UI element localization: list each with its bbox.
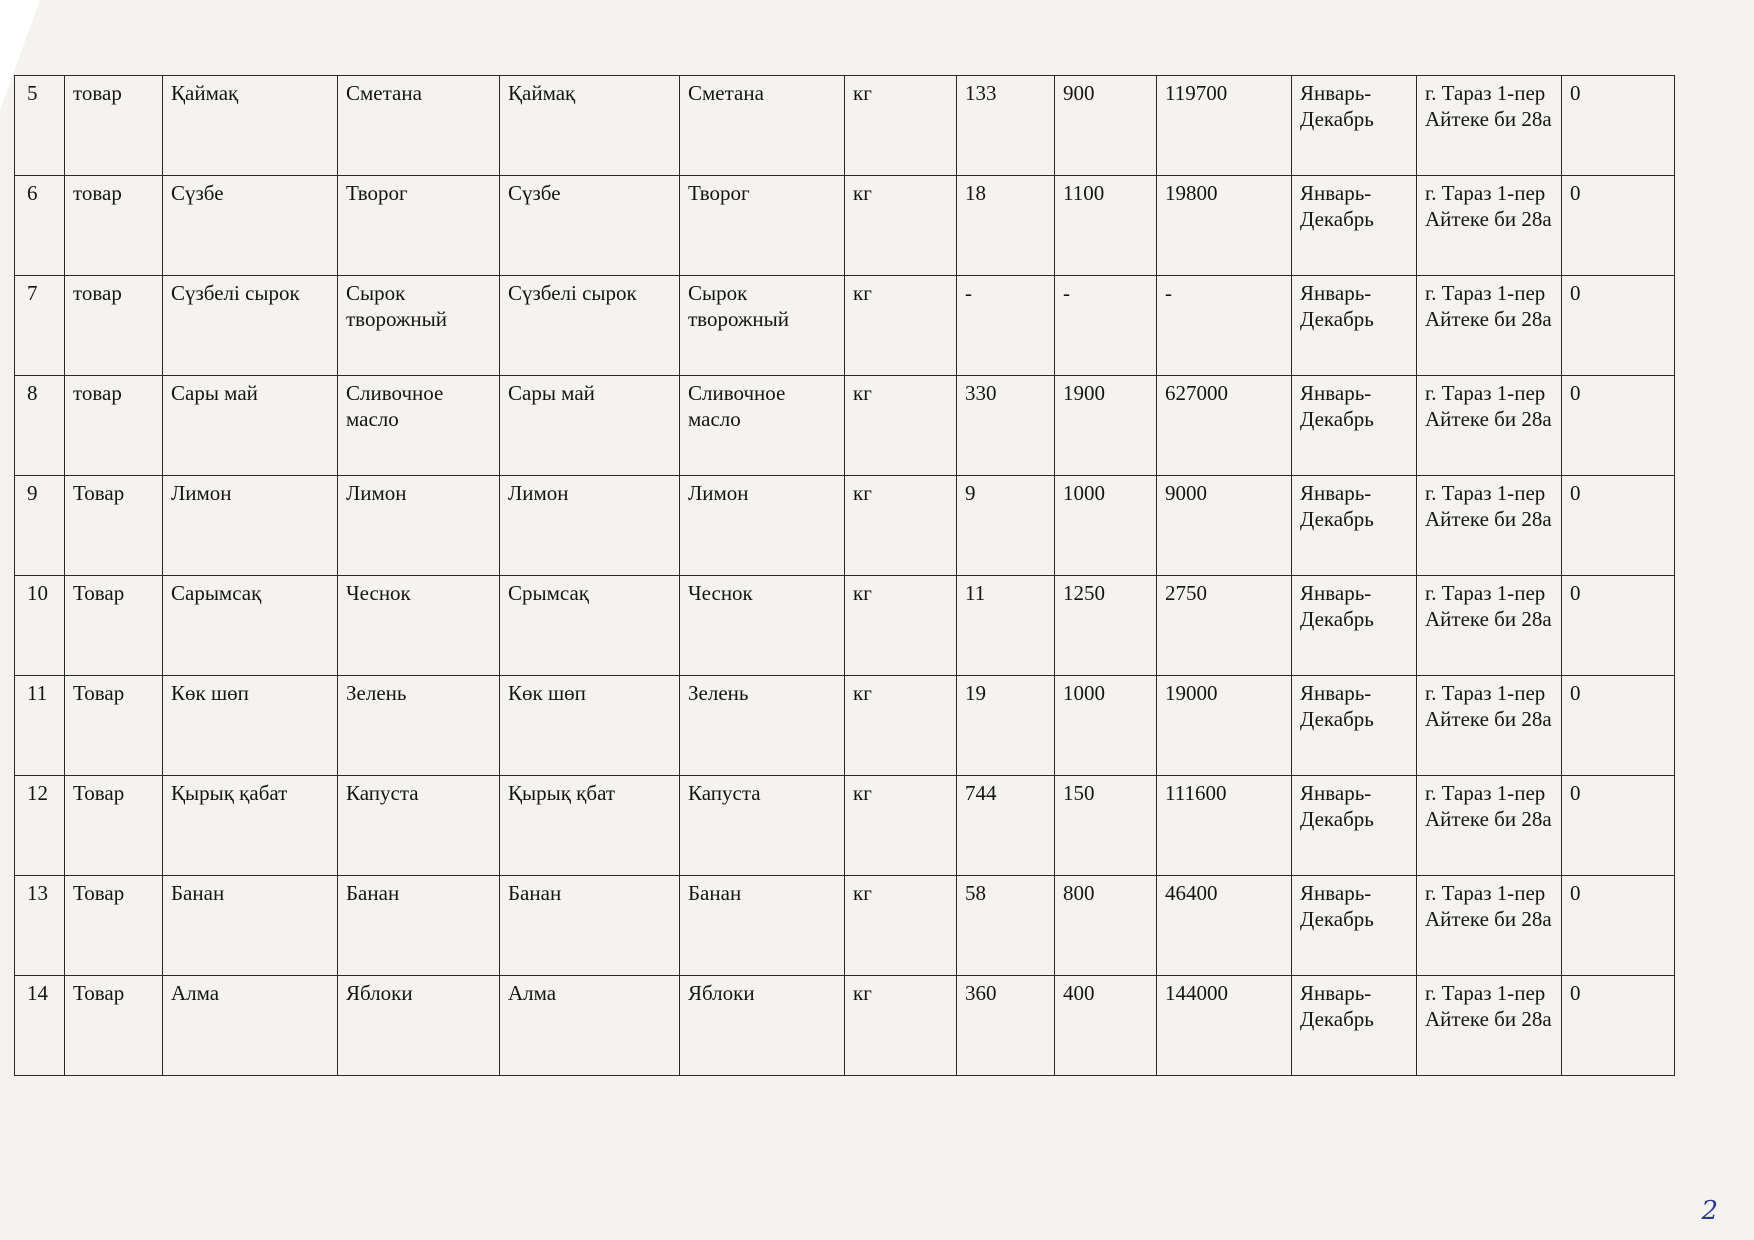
cell-type: товар: [65, 276, 163, 376]
cell-type: Товар: [65, 476, 163, 576]
cell-sum: 627000: [1157, 376, 1292, 476]
cell-price: 900: [1055, 76, 1157, 176]
cell-delivery-place: г. Тараз 1-пер Айтеке би 28а: [1417, 176, 1562, 276]
cell-name-kazakh: Сүзбе: [163, 176, 338, 276]
cell-advance: 0: [1562, 776, 1675, 876]
cell-sum: 19000: [1157, 676, 1292, 776]
cell-type: Товар: [65, 776, 163, 876]
cell-unit: кг: [845, 376, 957, 476]
cell-name-russian-2: Чеснок: [680, 576, 845, 676]
cell-name-russian-2: Яблоки: [680, 976, 845, 1076]
cell-name-russian-2: Сырок творожный: [680, 276, 845, 376]
cell-unit: кг: [845, 276, 957, 376]
cell-name-russian: Капуста: [338, 776, 500, 876]
table-row: [15, 676, 1675, 776]
cell-name-russian: Творог: [338, 176, 500, 276]
cell-period: Январь-Декабрь: [1292, 476, 1417, 576]
cell-unit: кг: [845, 576, 957, 676]
cell-sum: 144000: [1157, 976, 1292, 1076]
cell-delivery-place: г. Тараз 1-пер Айтеке би 28а: [1417, 276, 1562, 376]
cell-name-kazakh-2: Қаймақ: [500, 76, 680, 176]
cell-type: Товар: [65, 676, 163, 776]
cell-sum: 111600: [1157, 776, 1292, 876]
cell-name-kazakh-2: Қырық қбат: [500, 776, 680, 876]
cell-sum: 46400: [1157, 876, 1292, 976]
cell-advance: 0: [1562, 976, 1675, 1076]
cell-unit: кг: [845, 476, 957, 576]
cell-unit: кг: [845, 776, 957, 876]
cell-type: Товар: [65, 976, 163, 1076]
table-row: [15, 76, 1675, 176]
cell-delivery-place: г. Тараз 1-пер Айтеке би 28а: [1417, 376, 1562, 476]
cell-name-russian-2: Сметана: [680, 76, 845, 176]
cell-number: 14: [15, 976, 65, 1076]
cell-type: товар: [65, 76, 163, 176]
cell-price: 1900: [1055, 376, 1157, 476]
table-row: [15, 776, 1675, 876]
cell-quantity: 330: [957, 376, 1055, 476]
page-number: 2: [1701, 1196, 1718, 1226]
cell-type: товар: [65, 176, 163, 276]
cell-name-russian-2: Капуста: [680, 776, 845, 876]
cell-price: 1000: [1055, 676, 1157, 776]
cell-name-russian: Чеснок: [338, 576, 500, 676]
cell-name-kazakh-2: Сары май: [500, 376, 680, 476]
cell-name-kazakh-2: Сүзбелі сырок: [500, 276, 680, 376]
cell-name-kazakh: Сары май: [163, 376, 338, 476]
cell-quantity: 360: [957, 976, 1055, 1076]
cell-name-russian-2: Зелень: [680, 676, 845, 776]
cell-name-kazakh-2: Лимон: [500, 476, 680, 576]
cell-advance: 0: [1562, 676, 1675, 776]
cell-name-kazakh: Сүзбелі сырок: [163, 276, 338, 376]
cell-advance: 0: [1562, 176, 1675, 276]
cell-sum: 9000: [1157, 476, 1292, 576]
cell-quantity: 9: [957, 476, 1055, 576]
cell-name-kazakh-2: Сүзбе: [500, 176, 680, 276]
table-row: [15, 876, 1675, 976]
cell-number: 10: [15, 576, 65, 676]
cell-advance: 0: [1562, 476, 1675, 576]
cell-price: 800: [1055, 876, 1157, 976]
cell-name-kazakh-2: Срымсақ: [500, 576, 680, 676]
cell-number: 5: [15, 76, 65, 176]
cell-name-kazakh: Сарымсақ: [163, 576, 338, 676]
cell-delivery-place: г. Тараз 1-пер Айтеке би 28а: [1417, 76, 1562, 176]
cell-number: 12: [15, 776, 65, 876]
cell-quantity: 744: [957, 776, 1055, 876]
cell-period: Январь-Декабрь: [1292, 376, 1417, 476]
cell-quantity: 58: [957, 876, 1055, 976]
cell-advance: 0: [1562, 576, 1675, 676]
cell-delivery-place: г. Тараз 1-пер Айтеке би 28а: [1417, 676, 1562, 776]
cell-sum: 119700: [1157, 76, 1292, 176]
cell-unit: кг: [845, 76, 957, 176]
cell-sum: -: [1157, 276, 1292, 376]
cell-type: товар: [65, 376, 163, 476]
table-row: [15, 376, 1675, 476]
cell-number: 7: [15, 276, 65, 376]
cell-name-kazakh: Көк шөп: [163, 676, 338, 776]
cell-quantity: -: [957, 276, 1055, 376]
table-row: [15, 276, 1675, 376]
cell-name-kazakh: Лимон: [163, 476, 338, 576]
cell-price: -: [1055, 276, 1157, 376]
cell-name-russian: Зелень: [338, 676, 500, 776]
cell-unit: кг: [845, 876, 957, 976]
cell-number: 6: [15, 176, 65, 276]
cell-number: 8: [15, 376, 65, 476]
cell-delivery-place: г. Тараз 1-пер Айтеке би 28а: [1417, 976, 1562, 1076]
cell-quantity: 18: [957, 176, 1055, 276]
cell-quantity: 133: [957, 76, 1055, 176]
cell-type: Товар: [65, 576, 163, 676]
cell-quantity: 11: [957, 576, 1055, 676]
cell-sum: 2750: [1157, 576, 1292, 676]
cell-name-russian-2: Лимон: [680, 476, 845, 576]
cell-name-russian: Сметана: [338, 76, 500, 176]
cell-name-kazakh-2: Банан: [500, 876, 680, 976]
cell-name-kazakh: Банан: [163, 876, 338, 976]
cell-delivery-place: г. Тараз 1-пер Айтеке би 28а: [1417, 876, 1562, 976]
cell-unit: кг: [845, 176, 957, 276]
cell-delivery-place: г. Тараз 1-пер Айтеке би 28а: [1417, 576, 1562, 676]
cell-price: 150: [1055, 776, 1157, 876]
cell-name-kazakh: Қаймақ: [163, 76, 338, 176]
cell-name-russian-2: Банан: [680, 876, 845, 976]
cell-price: 1250: [1055, 576, 1157, 676]
cell-unit: кг: [845, 676, 957, 776]
cell-advance: 0: [1562, 276, 1675, 376]
cell-price: 1100: [1055, 176, 1157, 276]
cell-period: Январь-Декабрь: [1292, 276, 1417, 376]
cell-period: Январь-Декабрь: [1292, 776, 1417, 876]
cell-unit: кг: [845, 976, 957, 1076]
cell-name-russian: Лимон: [338, 476, 500, 576]
cell-delivery-place: г. Тараз 1-пер Айтеке би 28а: [1417, 776, 1562, 876]
cell-name-russian: Яблоки: [338, 976, 500, 1076]
cell-period: Январь-Декабрь: [1292, 76, 1417, 176]
cell-name-russian: Сливочное масло: [338, 376, 500, 476]
cell-quantity: 19: [957, 676, 1055, 776]
cell-price: 400: [1055, 976, 1157, 1076]
cell-period: Январь-Декабрь: [1292, 676, 1417, 776]
cell-period: Январь-Декабрь: [1292, 976, 1417, 1076]
table-row: [15, 976, 1675, 1076]
cell-period: Январь-Декабрь: [1292, 176, 1417, 276]
cell-name-russian: Сырок творожный: [338, 276, 500, 376]
cell-advance: 0: [1562, 876, 1675, 976]
cell-name-kazakh-2: Көк шөп: [500, 676, 680, 776]
cell-name-kazakh: Қырық қабат: [163, 776, 338, 876]
cell-period: Январь-Декабрь: [1292, 576, 1417, 676]
table-row: [15, 476, 1675, 576]
cell-advance: 0: [1562, 376, 1675, 476]
cell-number: 9: [15, 476, 65, 576]
cell-number: 13: [15, 876, 65, 976]
cell-period: Январь-Декабрь: [1292, 876, 1417, 976]
cell-name-kazakh-2: Алма: [500, 976, 680, 1076]
cell-type: Товар: [65, 876, 163, 976]
cell-name-russian-2: Творог: [680, 176, 845, 276]
table-row: [15, 176, 1675, 276]
cell-price: 1000: [1055, 476, 1157, 576]
cell-name-russian: Банан: [338, 876, 500, 976]
cell-delivery-place: г. Тараз 1-пер Айтеке би 28а: [1417, 476, 1562, 576]
cell-number: 11: [15, 676, 65, 776]
procurement-table: [14, 75, 1675, 1076]
cell-name-russian-2: Сливочное масло: [680, 376, 845, 476]
cell-sum: 19800: [1157, 176, 1292, 276]
table-row: [15, 576, 1675, 676]
cell-name-kazakh: Алма: [163, 976, 338, 1076]
cell-advance: 0: [1562, 76, 1675, 176]
